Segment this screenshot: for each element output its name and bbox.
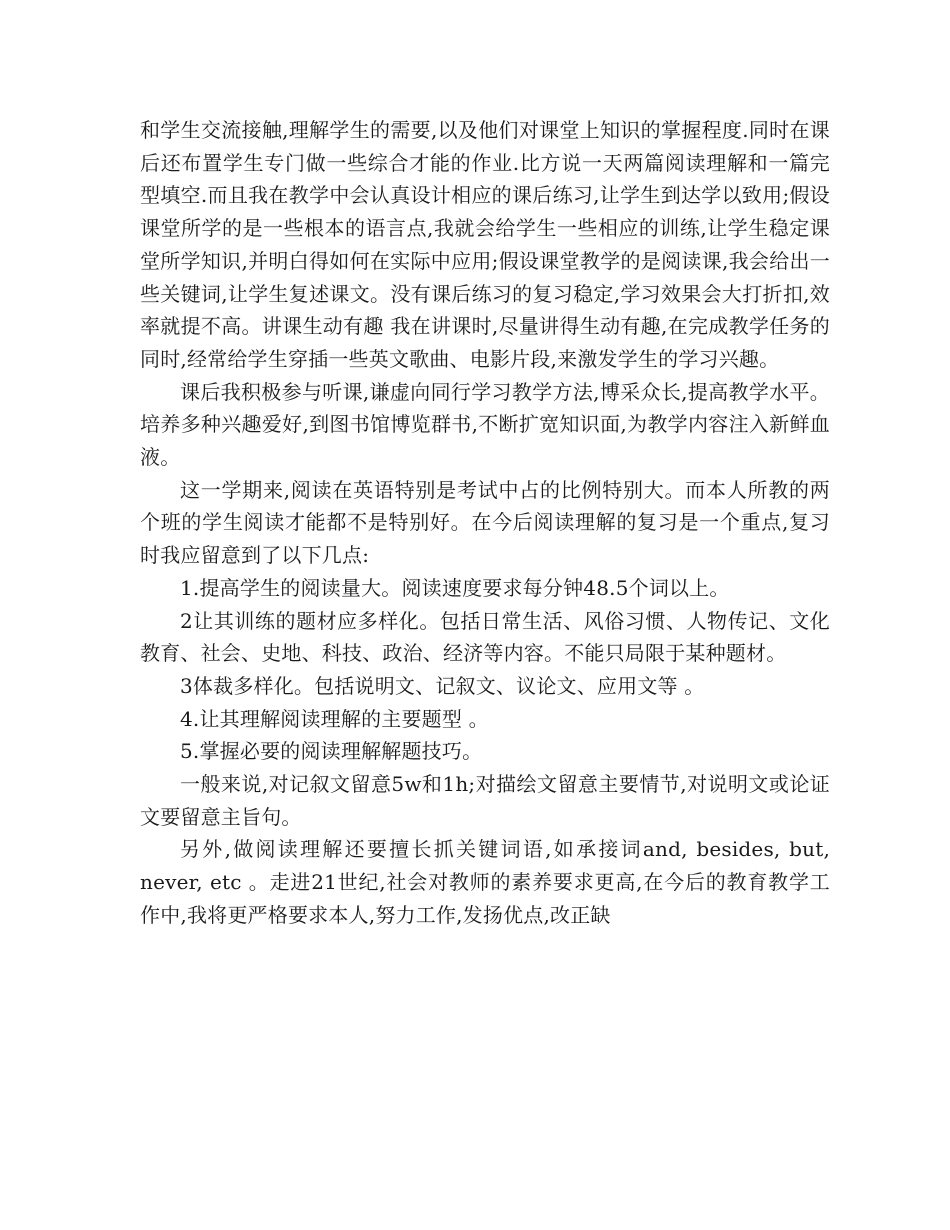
document-body <box>140 114 830 932</box>
paragraph-2: 课后我积极参与听课,谦虚向同行学习教学方法,博采众长,提高教学水平。培养多种兴趣爱好,到图书馆博览群书,不断扩宽知识面,为教学内容注入新鲜血液。 <box>140 379 830 470</box>
paragraph-8: 5.掌握必要的阅读理解解题技巧。 <box>180 739 483 764</box>
paragraph-1: 和学生交流接触,理解学生的需要,以及他们对课堂上知识的掌握程度.同时在课后还布置学生专门做一些综合才能的作业.比方说一天两篇阅读理解和一篇完型填空.而且我在教学中会认真设计相应的课后练习,让学生到达学以致用;假设课堂所学的是一些根本的语言点,我就会给学生一些相应的训练,让学生稳定课堂所学知识,并明白得如何在实际中应用;假设课堂教学的是阅读课,我会给出一些关键词,让学生复述课文。没有课后练习的复习稳定,学习效果会大打折扣,效率就提不高。讲课生动有趣 我在讲课时,尽量讲得生动有趣,在完成教学任务的同时,经常给学生穿插一些英文歌曲、电影片段,来激发学生的学习兴趣。 <box>140 118 830 371</box>
paragraph-10: 另外,做阅读理解还要擅长抓关键词语,如承接词and, besides, but, never, etc 。走进21世纪,社会对教师的素养要求更高,在今后的教育教学工作中,我将更严格要求本人,努力工作,发扬优点,改正缺 <box>140 837 830 927</box>
paragraph-9: 一般来说,对记叙文留意5w和1h;对描绘文留意主要情节,对说明文或论证文要留意主旨句。 <box>140 772 830 829</box>
paragraph-3: 这一学期来,阅读在英语特别是考试中占的比例特别大。而本人所教的两个班的学生阅读才能都不是特别好。在今后阅读理解的复习是一个重点,复习时我应留意到了以下几点: <box>140 477 830 568</box>
paragraph-7: 4.让其理解阅读理解的主要题型 。 <box>180 706 489 731</box>
paragraph-4: 1.提高学生的阅读量大。阅读速度要求每分钟48.5个词以上。 <box>180 575 730 600</box>
paragraph-6: 3体裁多样化。包括说明文、记叙文、议论文、应用文等 。 <box>180 673 705 698</box>
paragraph-5: 2让其训练的题材应多样化。包括日常生活、风俗习惯、人物传记、文化教育、社会、史地、科技、政治、经济等内容。不能只局限于某种题材。 <box>140 608 830 666</box>
